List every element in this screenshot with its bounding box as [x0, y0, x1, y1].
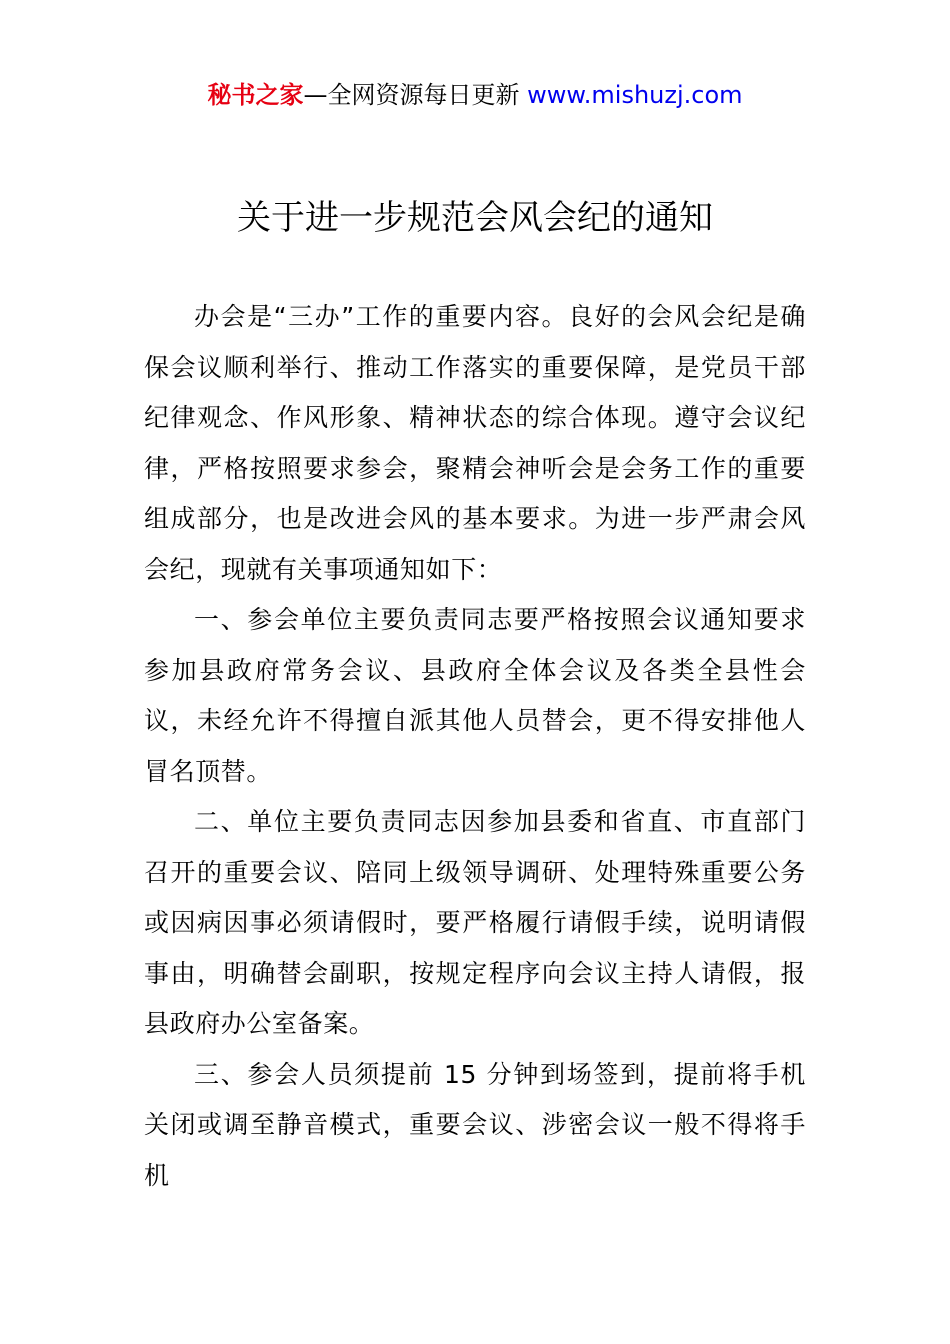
site-url-link[interactable]: www.mishuzj.com: [527, 81, 743, 109]
paragraph-item-1: 一、参会单位主要负责同志要严格按照会议通知要求参加县政府常务会议、县政府全体会议及各类全县性会议，未经允许不得擅自派其他人员替会，更不得安排他人冒名顶替。: [144, 605, 806, 786]
site-brand: 秘书之家: [207, 81, 304, 109]
site-header: [0, 78, 950, 112]
site-tagline: —全网资源每日更新: [303, 81, 528, 109]
document-body: [144, 292, 806, 1201]
paragraph-item-3: 三、参会人员须提前 15 分钟到场签到，提前将手机关闭或调至静音模式，重要会议、涉密会议一般不得将手机: [144, 1059, 806, 1190]
document-title: 关于进一步规范会风会纪的通知: [237, 198, 713, 238]
paragraph-item-2: 二、单位主要负责同志因参加县委和省直、市直部门召开的重要会议、陪同上级领导调研、处理特殊重要公务或因病因事必须请假时，要严格履行请假手续，说明请假事由，明确替会副职，按规定程序向会议主持人请假，报县政府办公室备案。: [144, 807, 806, 1038]
paragraph-intro: 办会是“三办”工作的重要内容。良好的会风会纪是确保会议顺利举行、推动工作落实的重要保障，是党员干部纪律观念、作风形象、精神状态的综合体现。遵守会议纪律，严格按照要求参会，聚精会神听会是会务工作的重要组成部分，也是改进会风的基本要求。为进一步严肃会风会纪，现就有关事项通知如下：: [144, 302, 806, 584]
